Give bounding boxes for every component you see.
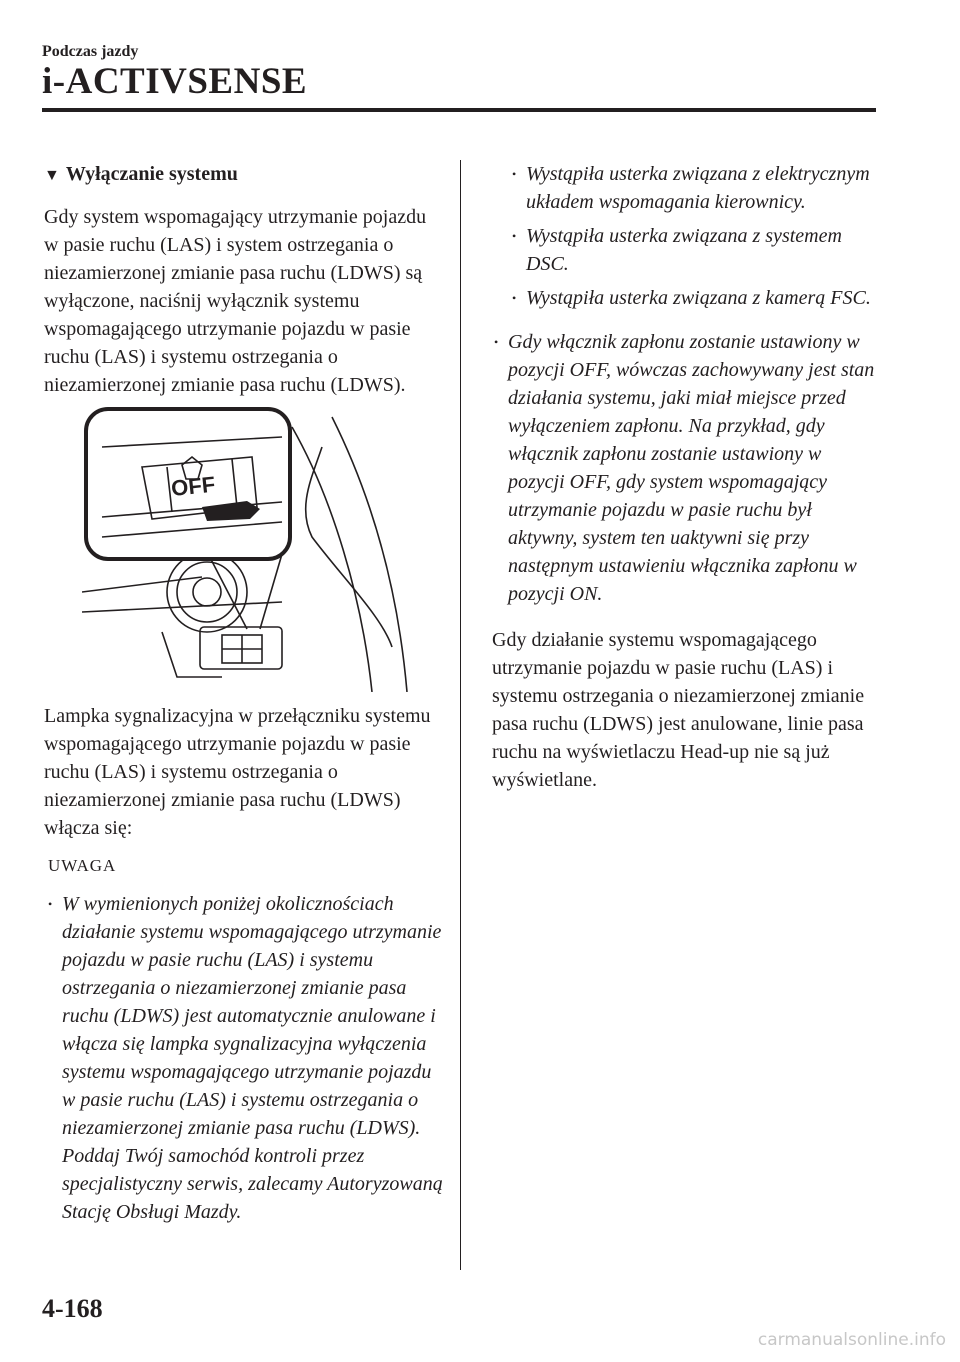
sub-bullet [492, 284, 882, 312]
off-label: OFF [169, 471, 217, 502]
note-bullet [44, 890, 444, 1226]
bullet-icon: • [512, 167, 517, 181]
dashboard-switch-figure [82, 407, 412, 692]
sub-bullet-text: Wystąpiła usterka związana z systemem DSC. [526, 225, 842, 275]
left-column [44, 160, 444, 1232]
header-rule [42, 108, 876, 112]
note-bullet-text: W wymienionych poniżej okolicznościach działanie systemu wspomagającego utrzymanie pojazdu w pasie ruchu (LAS) i systemu ostrzegania o niezamierzonej zmianie pasa ruchu (LDWS) jest automatycznie anulowane i włącza się lampka sygnalizacyjna wyłączenia systemu wspomagającego utrzymanie pojazdu w pasie ruchu (LAS) i systemu ostrzegania o niezamierzonej zmianie pasa ruchu (LDWS). Poddaj Twój samochód kontroli przez specjalistyczny serwis, zalecamy Autoryzowaną Stację Obsługi Mazdy. [62, 893, 443, 1223]
sub-bullet-text: Wystąpiła usterka związana z elektrycznym układem wspomagania kierownicy. [526, 163, 870, 213]
hud-paragraph: Gdy działanie systemu wspomagającego utrzymanie pojazdu w pasie ruchu (LAS) i systemu ostrzegania o niezamierzonej zmianie pasa ruchu (LDWS) jest anulowane, linie pasa ruchu na wyświetlaczu Head-up nie są już wyświetlane. [492, 629, 865, 791]
triangle-icon: ▼ [44, 167, 60, 184]
note-title: UWAGA [48, 856, 117, 875]
bullet-icon: • [512, 229, 517, 243]
note-bullet [492, 328, 882, 608]
note-bullet-text: Gdy włącznik zapłonu zostanie ustawiony w pozycji OFF, wówczas zachowywany jest stan działania systemu, jaki miał miejsce przed wyłączeniem zapłonu. Na przykład, gdy włącznik zapłonu zostanie ustawiony w pozycji OFF, gdy system wspomagający utrzymanie pojazdu w pasie ruchu był aktywny, system ten uaktywni się przy następnym ustawieniu włącznika zapłonu w pozycji ON. [508, 331, 875, 605]
subheading-text: Wyłączanie systemu [65, 163, 238, 185]
sub-bullet-text: Wystąpiła usterka związana z kamerą FSC. [526, 287, 871, 309]
bullet-icon: • [494, 335, 499, 349]
sub-bullet [492, 222, 882, 278]
bullet-icon: • [512, 291, 517, 305]
page-number: 4-168 [42, 1294, 103, 1323]
switch-illustration [82, 407, 412, 692]
column-divider [460, 160, 461, 1270]
sub-bullet [492, 160, 882, 216]
watermark: carmanualsonline.info [757, 1330, 946, 1350]
indicator-paragraph: Lampka sygnalizacyjna w przełączniku systemu wspomagającego utrzymanie pojazdu w pasie ruchu (LAS) i systemu ostrzegania o niezamierzonej zmianie pasa ruchu (LDWS) włącza się: [44, 705, 431, 839]
right-column [492, 160, 882, 794]
section-label: Podczas jazdy [42, 43, 139, 60]
intro-paragraph: Gdy system wspomagający utrzymanie pojazdu w pasie ruchu (LAS) i system ostrzegania o niezamierzonej zmianie pasa ruchu (LDWS) są wyłączone, naciśnij wyłącznik systemu wspomagającego utrzymanie pojazdu w pasie ruchu (LAS) i systemu ostrzegania o niezamierzonej zmianie pasa ruchu (LDWS). [44, 206, 427, 396]
chapter-title: i-ACTIVSENSE [42, 61, 308, 102]
subheading [44, 160, 444, 190]
bullet-icon: • [48, 897, 53, 911]
